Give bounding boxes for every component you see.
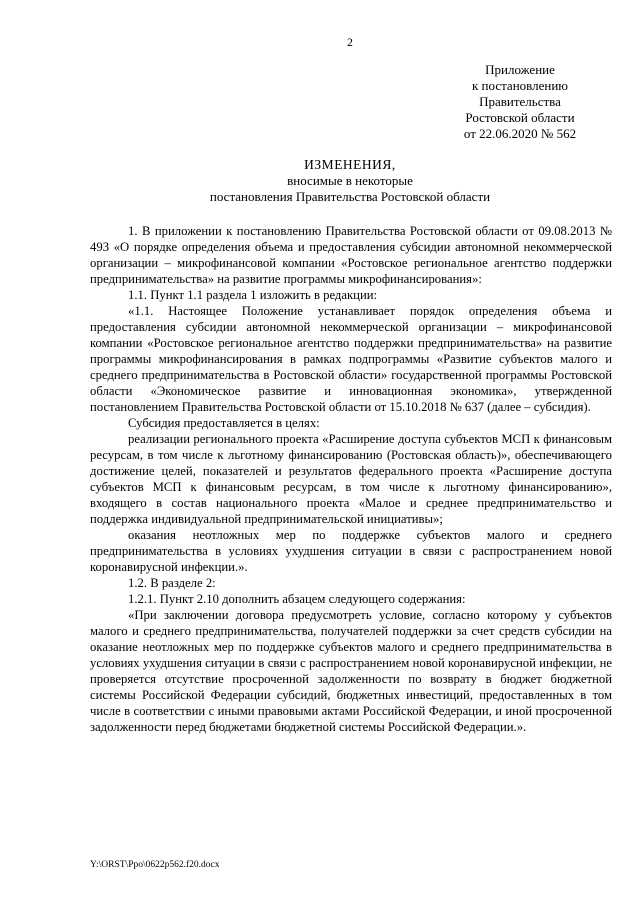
paragraph: Субсидия предоставляется в целях: [128,416,320,430]
annex-line: к постановлению [471,78,569,93]
page-number: 2 [347,37,353,49]
paragraph: 1.2. В разделе 2: [128,576,216,590]
paragraph: реализации регионального проекта «Расширение доступа субъектов МСП к финансовым ресурсам, в том числе к льготному финансированию (Ростовская область)», обеспечивающего достижение целей, показателей и результатов федерального проекта «Расширение доступа субъектов МСП к финансовым ресурсам, в том числе к льготному финансированию», входящего в состав национального проекта «Малое и среднее предпринимательство и поддержка индивидуальной предпринимательской инициативы»; [90,432,612,526]
document-title [90,157,610,205]
annex-line: Ростовской области [465,110,575,125]
paragraph: «При заключении договора предусмотреть условие, согласно которому у субъектов малого и среднего предпринимательства, получателей поддержки за счет средств субсидии на оказание неотложных мер по поддержке субъектов малого и среднего предпринимательства в условиях ухудшения ситуации в связи с распространением новой коронавирусной инфекции, не проверяется отсутствие просроченной задолженности по возврату в бюджет бюджетной системы Российской Федерации субсидий, бюджетных инвестиций, предоставленных в том числе в соответствии с иными правовыми актами Российской Федерации, и иной просроченной задолженности перед бюджетами бюджетной системы Российской Федерации.». [90,608,612,734]
paragraph: «1.1. Настоящее Положение устанавливает порядок определения объема и предоставления субсидии автономной некоммерческой организации – микрофинансовой компании «Ростовское региональное агентство поддержки предпринимательства» на развитие программы микрофинансирования в рамках подпрограммы «Развитие субъектов малого и среднего предпринимательства в Ростовской области» государственной программы Ростовской области «Экономическое развитие и инновационная экономика», утвержденной постановлением Правительства Ростовской области от 15.10.2018 № 637 (далее – субсидия). [90,304,612,414]
paragraph: оказания неотложных мер по поддержке субъектов малого и среднего предпринимательства в условиях ухудшения ситуации в связи с распространением новой коронавирусной инфекции.». [90,528,612,574]
document-body [90,223,612,735]
paragraph: 1.2.1. Пункт 2.10 дополнить абзацем следующего содержания: [128,592,466,606]
file-path-footer: Y:\ORST\Ppo\0622p562.f20.docx [90,860,220,870]
paragraph: 1.1. Пункт 1.1 раздела 1 изложить в редакции: [128,288,378,302]
title-subtitle: постановления Правительства Ростовской области [209,189,491,204]
annex-line: Приложение [485,62,555,77]
annex-line: от 22.06.2020 № 562 [463,126,577,141]
annex-line: Правительства [479,94,561,109]
annex-block [440,62,600,142]
title-subtitle: вносимые в некоторые [287,173,413,188]
paragraph: 1. В приложении к постановлению Правительства Ростовской области от 09.08.2013 № 493 «О порядке определения объема и предоставления субсидии автономной некоммерческой организации – микрофинансовой компании «Ростовское региональное агентство поддержки предпринимательства» на развитие программы микрофинансирования»: [90,224,612,286]
title-main: ИЗМЕНЕНИЯ, [304,157,396,172]
